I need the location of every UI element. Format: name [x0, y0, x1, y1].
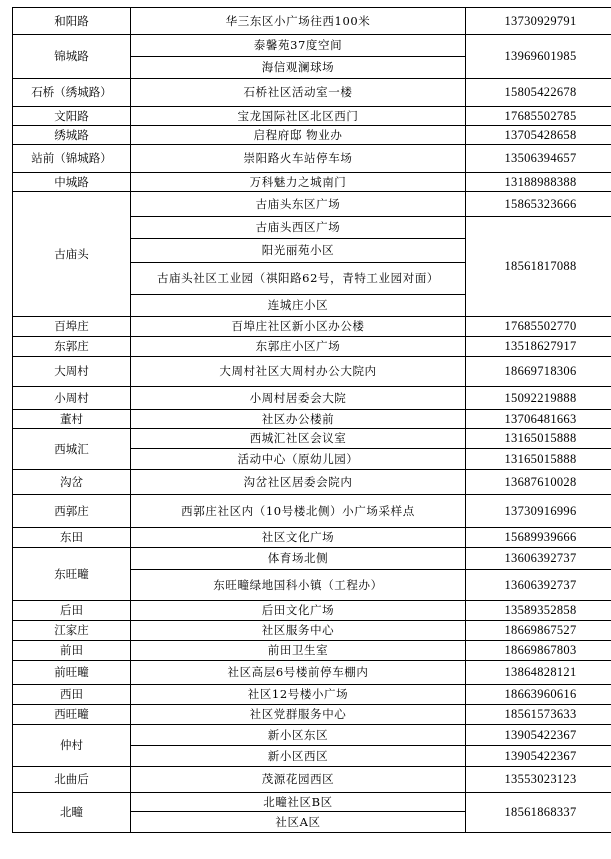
- contact-phone-cell: 13506394657: [466, 145, 611, 173]
- table-row: [13, 126, 611, 145]
- table-row: [13, 470, 611, 495]
- community-name-cell: 西田: [13, 685, 131, 705]
- table-row: [13, 495, 611, 528]
- contact-phone-cell: 13518627917: [466, 337, 611, 357]
- community-name-cell: 北曲后: [13, 767, 131, 793]
- table-row: [13, 685, 611, 705]
- testing-sites-table: [12, 7, 611, 833]
- sampling-location-cell: 社区党群服务中心: [131, 705, 466, 725]
- table-row: [13, 601, 611, 621]
- table-row: [13, 35, 611, 57]
- sampling-location-cell: 社区高层6号楼前停车棚内: [131, 661, 466, 685]
- table-row: [13, 725, 611, 746]
- table-row: [13, 793, 611, 812]
- sampling-location-cell: 华三东区小广场往西100米: [131, 8, 466, 35]
- sampling-location-cell: 石桥社区活动室一楼: [131, 79, 466, 107]
- community-name-cell: 中城路: [13, 173, 131, 192]
- contact-phone-cell: 13606392737: [466, 570, 611, 601]
- table-row: [13, 8, 611, 35]
- sampling-location-cell: 海信观澜球场: [131, 57, 466, 79]
- sampling-location-cell: 古庙头社区工业园（祺阳路62号，青特工业园对面）: [131, 263, 466, 295]
- sampling-location-cell: 新小区东区: [131, 725, 466, 746]
- contact-phone-cell: 18669867527: [466, 621, 611, 641]
- table-row: [13, 107, 611, 126]
- contact-phone-cell: 13864828121: [466, 661, 611, 685]
- sampling-location-cell: 万科魅力之城南门: [131, 173, 466, 192]
- table-row: [13, 528, 611, 548]
- sampling-location-cell: 东郭庄小区广场: [131, 337, 466, 357]
- table-row: [13, 173, 611, 192]
- contact-phone-cell: 13905422367: [466, 746, 611, 767]
- contact-phone-cell: 13969601985: [466, 35, 611, 79]
- table-row: [13, 661, 611, 685]
- community-name-cell: 绣城路: [13, 126, 131, 145]
- table-row: [13, 429, 611, 449]
- community-name-cell: 大周村: [13, 357, 131, 387]
- contact-phone-cell: 13553023123: [466, 767, 611, 793]
- table-row: [13, 192, 611, 217]
- table-row: [13, 621, 611, 641]
- contact-phone-cell: 13606392737: [466, 548, 611, 570]
- contact-phone-cell: 15689939666: [466, 528, 611, 548]
- sampling-location-cell: 西郭庄社区内（10号楼北侧）小广场采样点: [131, 495, 466, 528]
- contact-phone-cell: 13905422367: [466, 725, 611, 746]
- contact-phone-cell: 13687610028: [466, 470, 611, 495]
- community-name-cell: 小周村: [13, 387, 131, 410]
- contact-phone-cell: 18561573633: [466, 705, 611, 725]
- contact-phone-cell: 13165015888: [466, 429, 611, 449]
- sampling-location-cell: 社区服务中心: [131, 621, 466, 641]
- sampling-location-cell: 西城汇社区会议室: [131, 429, 466, 449]
- sampling-location-cell: 崇阳路火车站停车场: [131, 145, 466, 173]
- sampling-location-cell: 古庙头东区广场: [131, 192, 466, 217]
- sampling-location-cell: 茂源花园西区: [131, 767, 466, 793]
- community-name-cell: 古庙头: [13, 192, 131, 317]
- table-row: [13, 410, 611, 429]
- table-row: [13, 767, 611, 793]
- sampling-location-cell: 前田卫生室: [131, 641, 466, 661]
- contact-phone-cell: 17685502770: [466, 317, 611, 337]
- community-name-cell: 石桥（绣城路）: [13, 79, 131, 107]
- contact-phone-cell: 13188988388: [466, 173, 611, 192]
- contact-phone-cell: 15865323666: [466, 192, 611, 217]
- table-row: [13, 145, 611, 173]
- table-row: [13, 641, 611, 661]
- sampling-location-cell: 体育场北侧: [131, 548, 466, 570]
- table-row: [13, 317, 611, 337]
- contact-phone-cell: 18669867803: [466, 641, 611, 661]
- sampling-location-cell: 百埠庄社区新小区办公楼: [131, 317, 466, 337]
- sampling-location-cell: 后田文化广场: [131, 601, 466, 621]
- community-name-cell: 西城汇: [13, 429, 131, 470]
- table-row: [13, 79, 611, 107]
- community-name-cell: 前田: [13, 641, 131, 661]
- sampling-location-cell: 社区12号楼小广场: [131, 685, 466, 705]
- community-name-cell: 北疃: [13, 793, 131, 833]
- sampling-location-cell: 启程府邸 物业办: [131, 126, 466, 145]
- sampling-location-cell: 社区文化广场: [131, 528, 466, 548]
- contact-phone-cell: 18669718306: [466, 357, 611, 387]
- sampling-location-cell: 社区A区: [131, 812, 466, 833]
- community-name-cell: 后田: [13, 601, 131, 621]
- sampling-location-cell: 东旺疃绿地国科小镇（工程办）: [131, 570, 466, 601]
- community-name-cell: 沟岔: [13, 470, 131, 495]
- sampling-location-cell: 社区办公楼前: [131, 410, 466, 429]
- table-row: [13, 705, 611, 725]
- community-name-cell: 锦城路: [13, 35, 131, 79]
- contact-phone-cell: 18663960616: [466, 685, 611, 705]
- community-name-cell: 百埠庄: [13, 317, 131, 337]
- contact-phone-cell: 18561868337: [466, 793, 611, 833]
- community-name-cell: 江家庄: [13, 621, 131, 641]
- community-name-cell: 仲村: [13, 725, 131, 767]
- table-row: [13, 548, 611, 570]
- contact-phone-cell: 17685502785: [466, 107, 611, 126]
- contact-phone-cell: 13705428658: [466, 126, 611, 145]
- table-row: [13, 337, 611, 357]
- contact-phone-cell: 13589352858: [466, 601, 611, 621]
- table-row: [13, 387, 611, 410]
- community-name-cell: 前旺疃: [13, 661, 131, 685]
- sampling-location-cell: 泰馨苑37度空间: [131, 35, 466, 57]
- contact-phone-cell: 18561817088: [466, 217, 611, 317]
- sampling-location-cell: 新小区西区: [131, 746, 466, 767]
- community-name-cell: 和阳路: [13, 8, 131, 35]
- contact-phone-cell: 15805422678: [466, 79, 611, 107]
- table-row: [13, 357, 611, 387]
- sampling-location-cell: 宝龙国际社区北区西门: [131, 107, 466, 126]
- community-name-cell: 东郭庄: [13, 337, 131, 357]
- sampling-location-cell: 大周村社区大周村办公大院内: [131, 357, 466, 387]
- community-name-cell: 董村: [13, 410, 131, 429]
- community-name-cell: 东旺疃: [13, 548, 131, 601]
- sampling-location-cell: 活动中心（原幼儿园）: [131, 449, 466, 470]
- contact-phone-cell: 15092219888: [466, 387, 611, 410]
- community-name-cell: 西郭庄: [13, 495, 131, 528]
- community-name-cell: 文阳路: [13, 107, 131, 126]
- sampling-location-cell: 阳光丽苑小区: [131, 239, 466, 263]
- contact-phone-cell: 13730929791: [466, 8, 611, 35]
- community-name-cell: 西旺疃: [13, 705, 131, 725]
- table-body: [13, 8, 611, 833]
- contact-phone-cell: 13706481663: [466, 410, 611, 429]
- contact-phone-cell: 13730916996: [466, 495, 611, 528]
- sampling-location-cell: 古庙头西区广场: [131, 217, 466, 239]
- community-name-cell: 东田: [13, 528, 131, 548]
- sampling-location-cell: 小周村居委会大院: [131, 387, 466, 410]
- community-name-cell: 站前（锦城路）: [13, 145, 131, 173]
- sampling-location-cell: 北疃社区B区: [131, 793, 466, 812]
- sampling-location-cell: 连城庄小区: [131, 295, 466, 317]
- contact-phone-cell: 13165015888: [466, 449, 611, 470]
- sampling-location-cell: 沟岔社区居委会院内: [131, 470, 466, 495]
